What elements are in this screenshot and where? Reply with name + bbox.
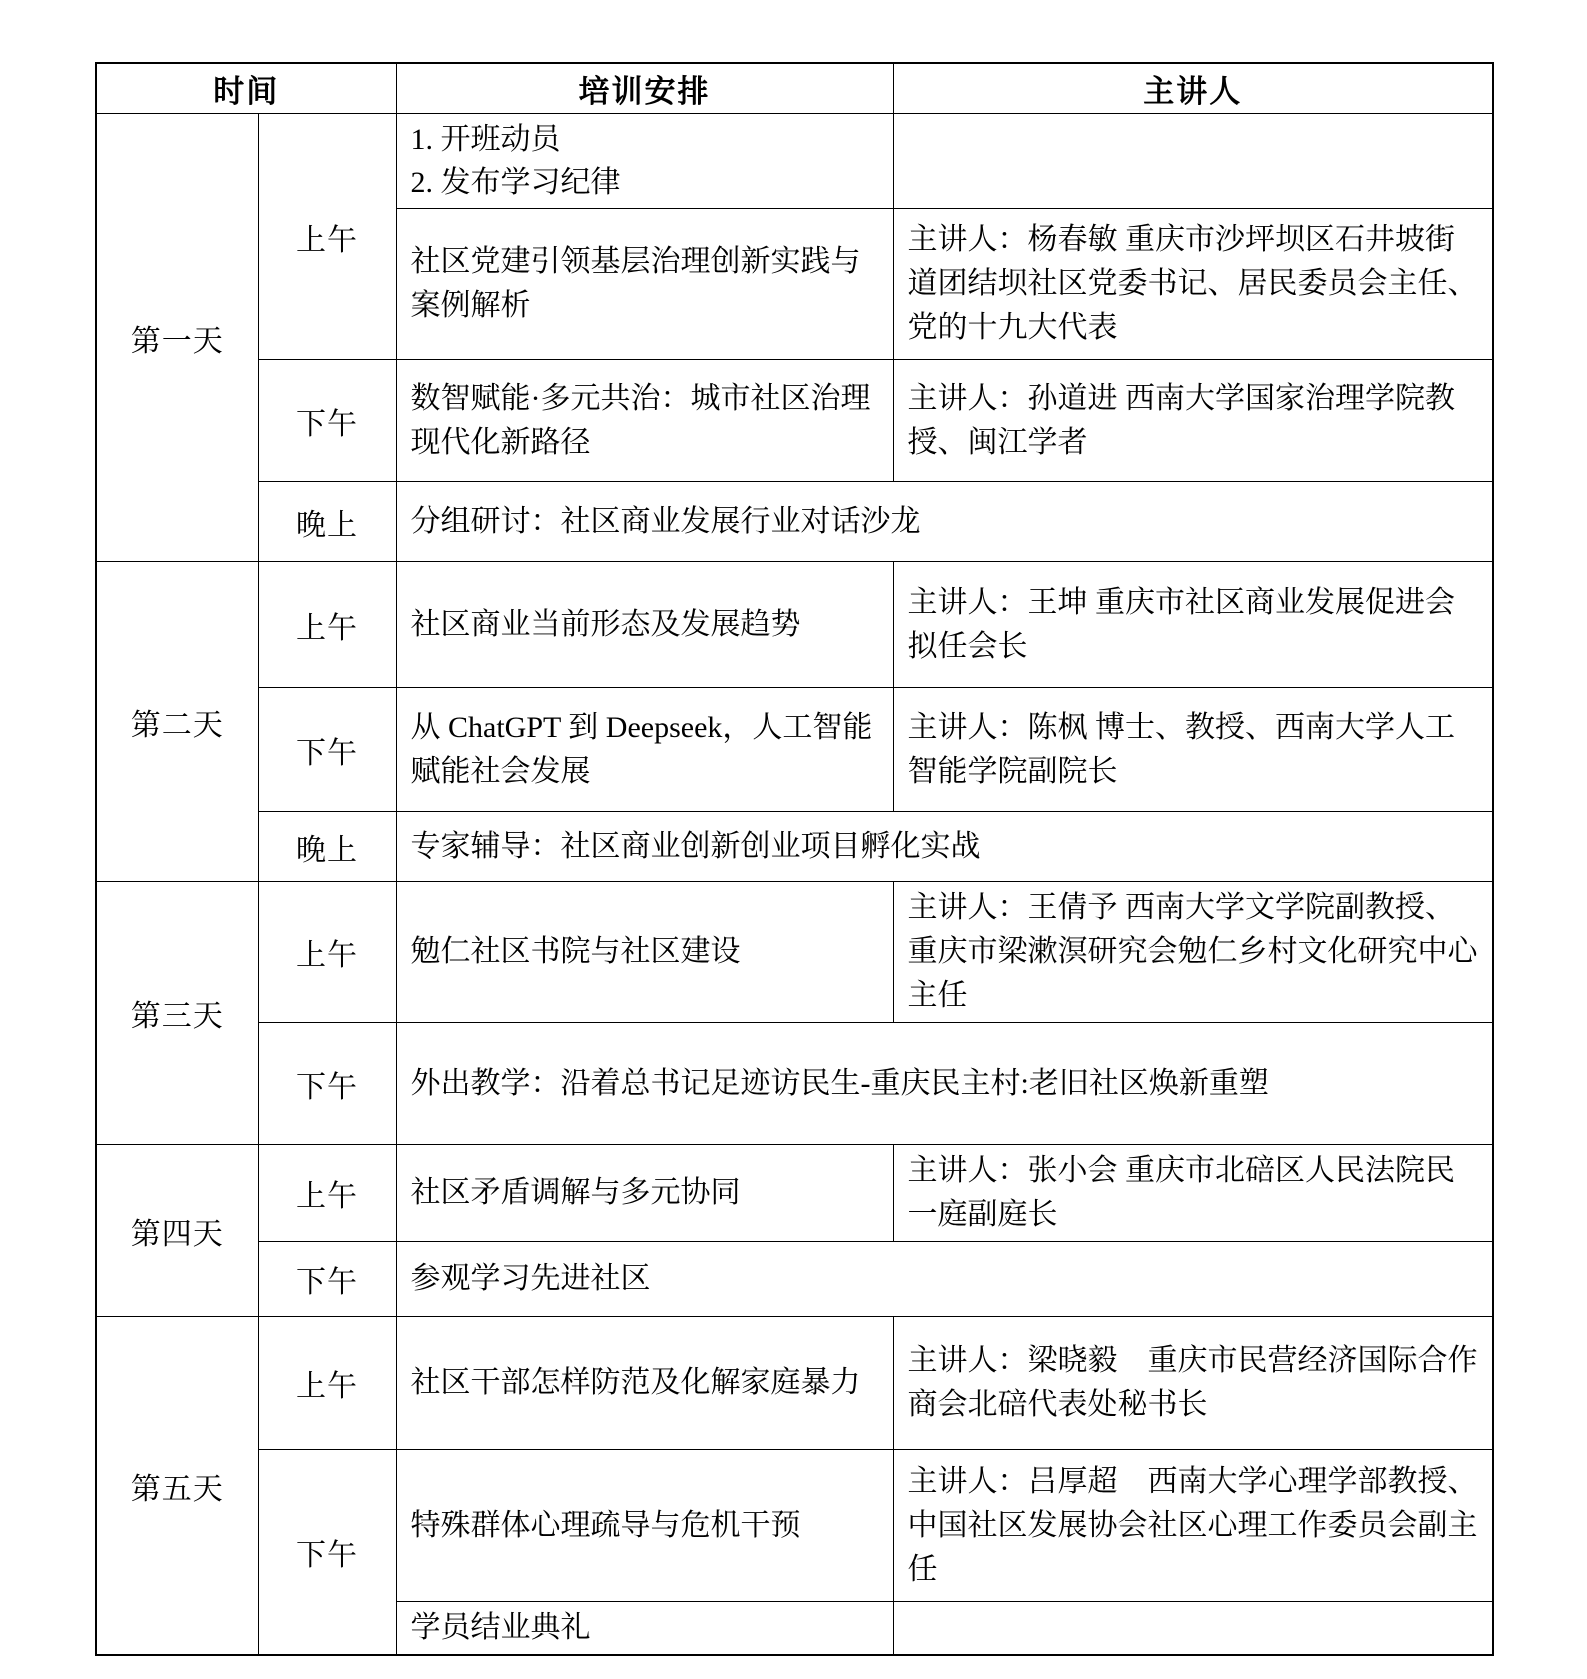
- session-content-cell: 勉仁社区书院与社区建设: [396, 882, 893, 1023]
- session-content-cell-merged: 分组研讨：社区商业发展行业对话沙龙: [396, 482, 1493, 562]
- table-row: [96, 1317, 1493, 1450]
- speaker-cell: 主讲人：孙道进 西南大学国家治理学院教授、闽江学者: [893, 360, 1493, 482]
- session-content-cell: 社区党建引领基层治理创新实践与案例解析: [396, 209, 893, 360]
- table-row: [96, 1023, 1493, 1145]
- table-row: [96, 562, 1493, 688]
- header-time: 时间: [96, 63, 396, 114]
- session-content-cell: 社区商业当前形态及发展趋势: [396, 562, 893, 688]
- table-row: [96, 688, 1493, 812]
- speaker-cell: 主讲人：杨春敏 重庆市沙坪坝区石井坡街道团结坝社区党委书记、居民委员会主任、党的十九大代表: [893, 209, 1493, 360]
- session-content-cell: 从 ChatGPT 到 Deepseek，人工智能赋能社会发展: [396, 688, 893, 812]
- period-label-morning: 上午: [258, 1145, 396, 1242]
- table-row: [96, 882, 1493, 1023]
- table-row: [96, 1450, 1493, 1602]
- speaker-cell: 主讲人：梁晓毅 重庆市民营经济国际合作商会北碚代表处秘书长: [893, 1317, 1493, 1450]
- session-content-cell-merged: 专家辅导：社区商业创新创业项目孵化实战: [396, 812, 1493, 882]
- session-content-cell: 特殊群体心理疏导与危机干预: [396, 1450, 893, 1602]
- table-row: [96, 360, 1493, 482]
- day-label-2: 第二天: [96, 562, 258, 882]
- speaker-cell: 主讲人：吕厚超 西南大学心理学部教授、中国社区发展协会社区心理工作委员会副主任: [893, 1450, 1493, 1602]
- day-label-4: 第四天: [96, 1145, 258, 1317]
- session-content-line: 1. 开班动员: [410, 123, 561, 156]
- period-label-afternoon: 下午: [258, 360, 396, 482]
- table-row: [96, 114, 1493, 209]
- period-label-afternoon: 下午: [258, 1242, 396, 1317]
- speaker-cell-empty: [893, 1602, 1493, 1656]
- period-label-afternoon: 下午: [258, 1450, 396, 1656]
- speaker-cell: 主讲人：王倩予 西南大学文学院副教授、重庆市梁漱溟研究会勉仁乡村文化研究中心主任: [893, 882, 1493, 1023]
- session-content-cell-merged: 外出教学：沿着总书记足迹访民生-重庆民主村:老旧社区焕新重塑: [396, 1023, 1493, 1145]
- speaker-cell: 主讲人：张小会 重庆市北碚区人民法院民一庭副庭长: [893, 1145, 1493, 1242]
- period-label-evening: 晚上: [258, 812, 396, 882]
- session-content-cell: 数智赋能·多元共治：城市社区治理现代化新路径: [396, 360, 893, 482]
- header-schedule: 培训安排: [396, 63, 893, 114]
- header-row: [96, 63, 1493, 114]
- speaker-cell-empty: [893, 114, 1493, 209]
- day-label-1: 第一天: [96, 114, 258, 562]
- session-content-cell: 社区干部怎样防范及化解家庭暴力: [396, 1317, 893, 1450]
- day-label-5: 第五天: [96, 1317, 258, 1656]
- table-row: [96, 1242, 1493, 1317]
- day-label-3: 第三天: [96, 882, 258, 1145]
- period-label-morning: 上午: [258, 882, 396, 1023]
- period-label-afternoon: 下午: [258, 688, 396, 812]
- speaker-cell: 主讲人：王坤 重庆市社区商业发展促进会拟任会长: [893, 562, 1493, 688]
- period-label-morning: 上午: [258, 1317, 396, 1450]
- session-content-cell: 学员结业典礼: [396, 1602, 893, 1656]
- session-content-cell: 社区矛盾调解与多元协同: [396, 1145, 893, 1242]
- session-content-cell: [396, 114, 893, 209]
- period-label-afternoon: 下午: [258, 1023, 396, 1145]
- period-label-evening: 晚上: [258, 482, 396, 562]
- header-speaker: 主讲人: [893, 63, 1493, 114]
- session-content-line: 2. 发布学习纪律: [410, 166, 621, 199]
- speaker-cell: 主讲人：陈枫 博士、教授、西南大学人工智能学院副院长: [893, 688, 1493, 812]
- table-row: [96, 812, 1493, 882]
- period-label-morning: 上午: [258, 114, 396, 360]
- table-row: [96, 1145, 1493, 1242]
- period-label-morning: 上午: [258, 562, 396, 688]
- session-content-cell-merged: 参观学习先进社区: [396, 1242, 1493, 1317]
- training-schedule-table: [95, 62, 1494, 1656]
- table-row: [96, 482, 1493, 562]
